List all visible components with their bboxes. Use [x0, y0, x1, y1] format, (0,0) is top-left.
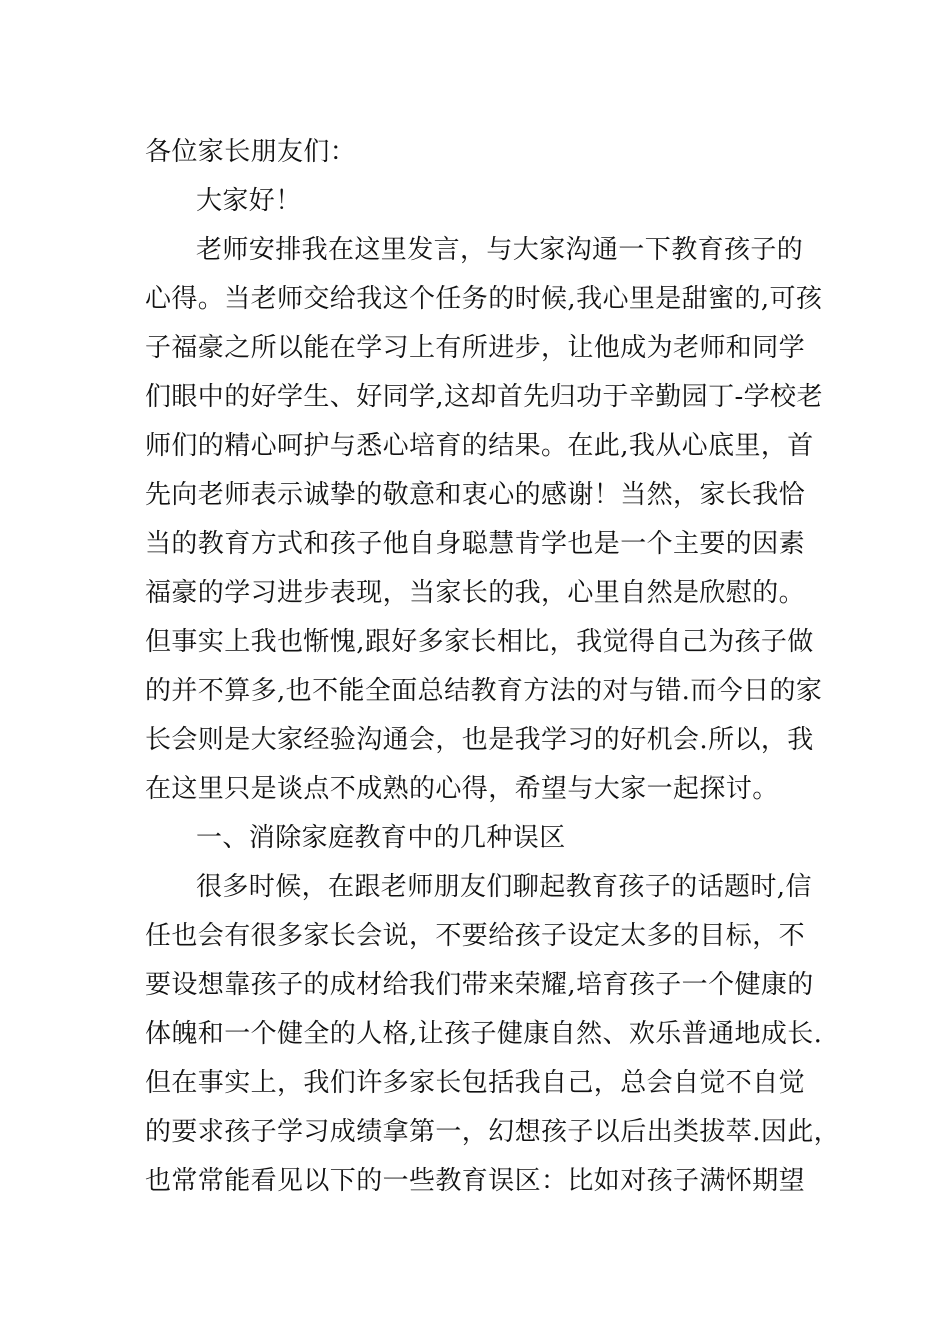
- paragraph-line: 们眼中的好学生、好同学,这却首先归功于辛勤园丁-学校老: [145, 382, 823, 412]
- paragraph-line: 很多时候，在跟老师朋友们聊起教育孩子的话题时,信: [196, 872, 812, 902]
- paragraph-line: 心得。当老师交给我这个任务的时候,我心里是甜蜜的,可孩: [145, 284, 823, 314]
- paragraph-line: 先向老师表示诚挚的敬意和衷心的感谢！当然，家长我恰: [145, 480, 806, 510]
- paragraph-line: 要设想靠孩子的成材给我们带来荣耀,培育孩子一个健康的: [145, 970, 814, 1000]
- paragraph-line: 老师安排我在这里发言，与大家沟通一下教育孩子的: [196, 235, 804, 265]
- paragraph-line: 在这里只是谈点不成熟的心得，希望与大家一起探讨。: [145, 774, 779, 804]
- paragraph-line: 体魄和一个健全的人格,让孩子健康自然、欢乐普通地成长.: [145, 1019, 823, 1049]
- paragraph-line: 子福豪之所以能在学习上有所进步，让他成为老师和同学: [145, 333, 806, 363]
- paragraph-line: 当的教育方式和孩子他自身聪慧肯学也是一个主要的因素: [145, 529, 806, 559]
- paragraph-line: 长会则是大家经验沟通会，也是我学习的好机会.所以，我: [145, 725, 814, 755]
- paragraph-line: 任也会有很多家长会说，不要给孩子设定太多的目标，不: [145, 921, 806, 951]
- paragraph-line: 但在事实上，我们许多家长包括我自己，总会自觉不自觉: [145, 1068, 806, 1098]
- greeting: 大家好！: [196, 186, 302, 216]
- paragraph-line: 也常常能看见以下的一些教育误区：比如对孩子满怀期望: [145, 1166, 806, 1196]
- salutation: 各位家长朋友们：: [145, 137, 357, 167]
- paragraph-line: 福豪的学习进步表现，当家长的我，心里自然是欣慰的。: [145, 578, 806, 608]
- paragraph-line: 的并不算多,也不能全面总结教育方法的对与错.而今日的家: [145, 676, 823, 706]
- paragraph-line: 的要求孩子学习成绩拿第一，幻想孩子以后出类拔萃.因此，: [145, 1117, 841, 1147]
- paragraph-line: 师们的精心呵护与悉心培育的结果。在此,我从心底里，首: [145, 431, 814, 461]
- section-heading: 一、消除家庭教育中的几种误区: [196, 823, 566, 853]
- paragraph-line: 但事实上我也惭愧,跟好多家长相比，我觉得自己为孩子做: [145, 627, 814, 657]
